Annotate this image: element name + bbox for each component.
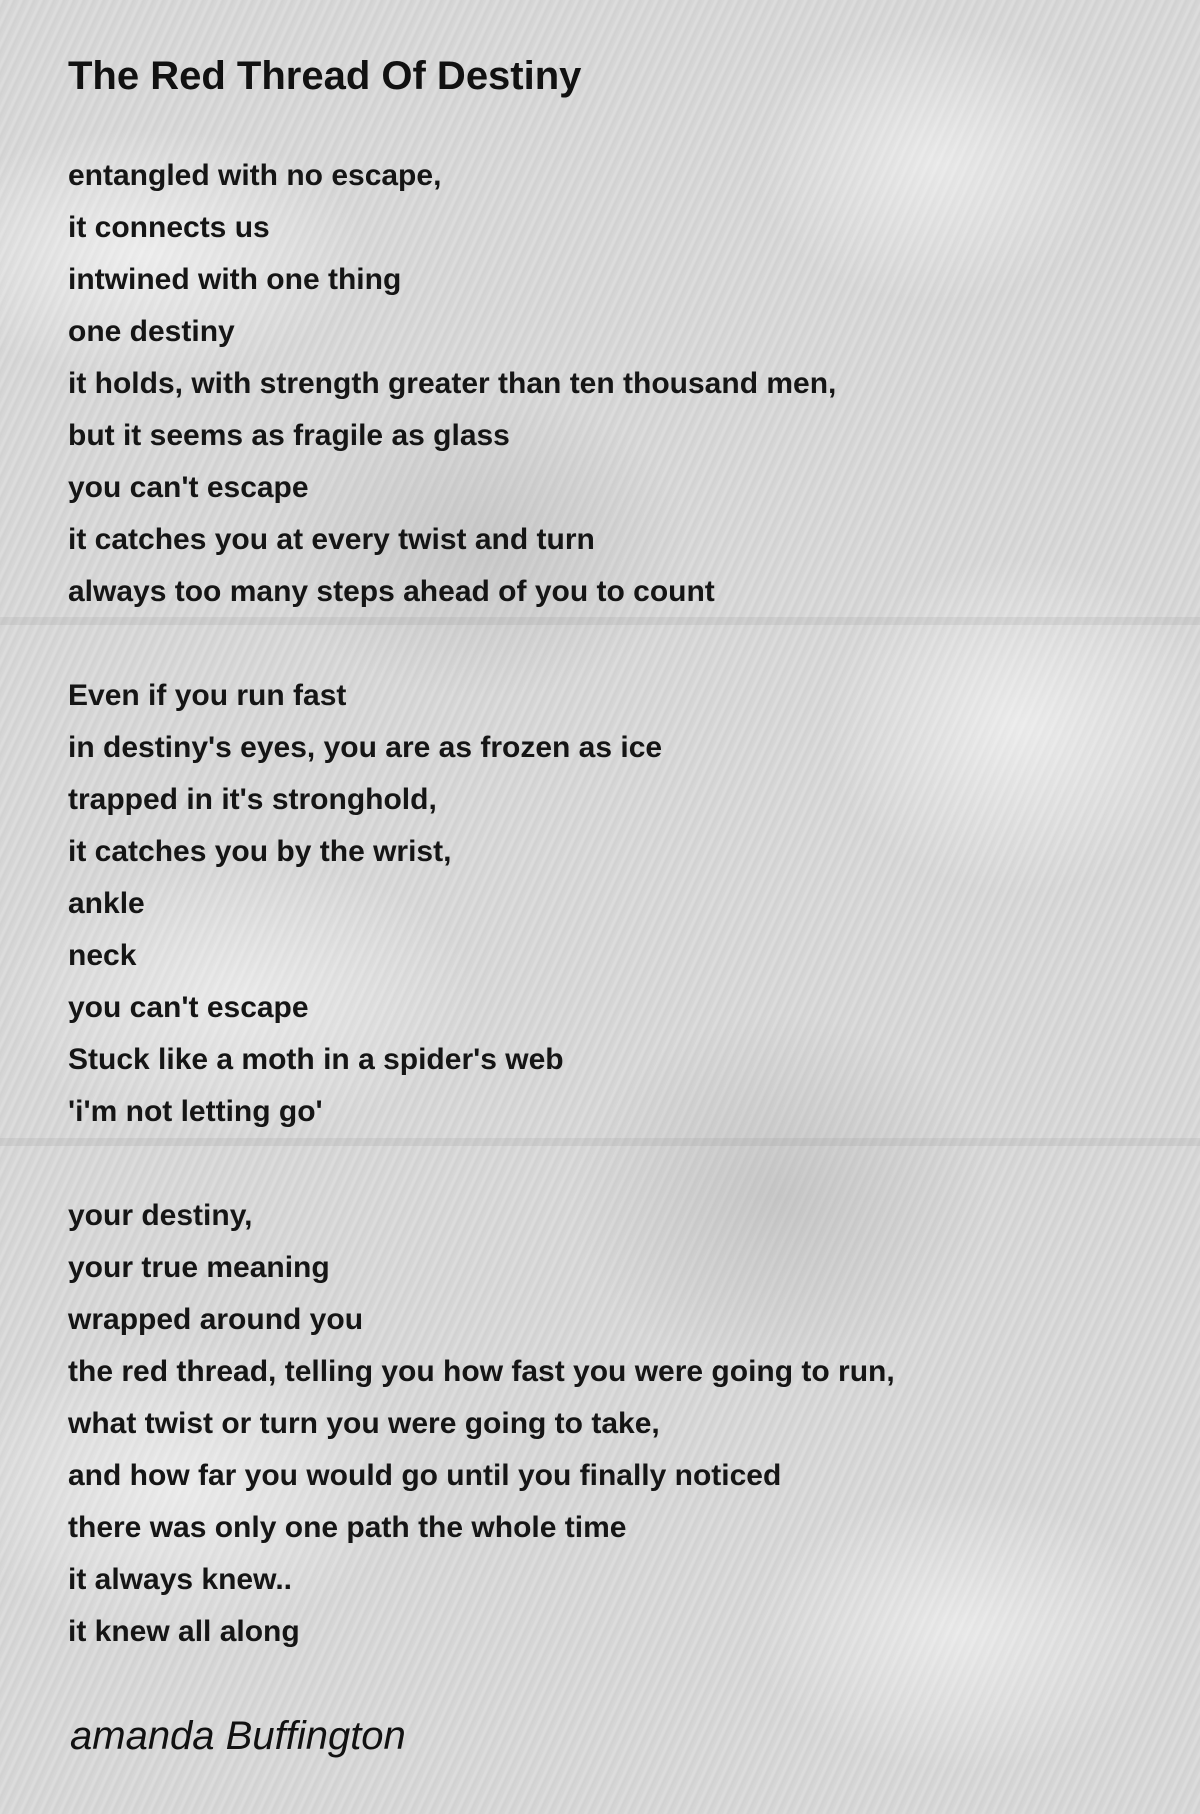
poem-line: in destiny's eyes, you are as frozen as ice — [68, 731, 663, 764]
poem-line: wrapped around you — [68, 1303, 364, 1336]
poem-line: one destiny — [68, 315, 235, 348]
poem-line: intwined with one thing — [68, 263, 402, 296]
poem-line: your true meaning — [68, 1251, 330, 1284]
poem-line: it catches you by the wrist, — [68, 835, 452, 868]
poem-line: what twist or turn you were going to take, — [68, 1407, 660, 1440]
poem-line: neck — [68, 939, 137, 972]
poem-line: Even if you run fast — [68, 679, 347, 712]
poem-line: your destiny, — [68, 1199, 253, 1232]
background-band — [0, 1138, 1200, 1146]
stanza-2 — [68, 670, 662, 1138]
poem-author: amanda Buffington — [70, 1714, 406, 1758]
poem-line: 'i'm not letting go' — [68, 1095, 323, 1128]
poem-line: it catches you at every twist and turn — [68, 523, 595, 556]
poem-line: trapped in it's stronghold, — [68, 783, 437, 816]
background-band — [0, 617, 1200, 625]
poem-title: The Red Thread Of Destiny — [68, 54, 582, 98]
poem-line: entangled with no escape, — [68, 159, 442, 192]
poem-line: it holds, with strength greater than ten thousand men, — [68, 367, 837, 400]
poem-line: and how far you would go until you finally noticed — [68, 1459, 782, 1492]
poem-line: Stuck like a moth in a spider's web — [68, 1043, 564, 1076]
poem-line: it always knew.. — [68, 1563, 292, 1596]
stanza-3 — [68, 1190, 895, 1658]
poem-line: it knew all along — [68, 1615, 300, 1648]
poem-line: you can't escape — [68, 471, 309, 504]
poem-line: but it seems as fragile as glass — [68, 419, 510, 452]
stanza-1 — [68, 150, 836, 618]
poem-line: the red thread, telling you how fast you were going to run, — [68, 1355, 895, 1388]
poem-line: it connects us — [68, 211, 270, 244]
poem-line: there was only one path the whole time — [68, 1511, 627, 1544]
poem-line: you can't escape — [68, 991, 309, 1024]
poem-line: always too many steps ahead of you to count — [68, 575, 715, 608]
poem-line: ankle — [68, 887, 145, 920]
